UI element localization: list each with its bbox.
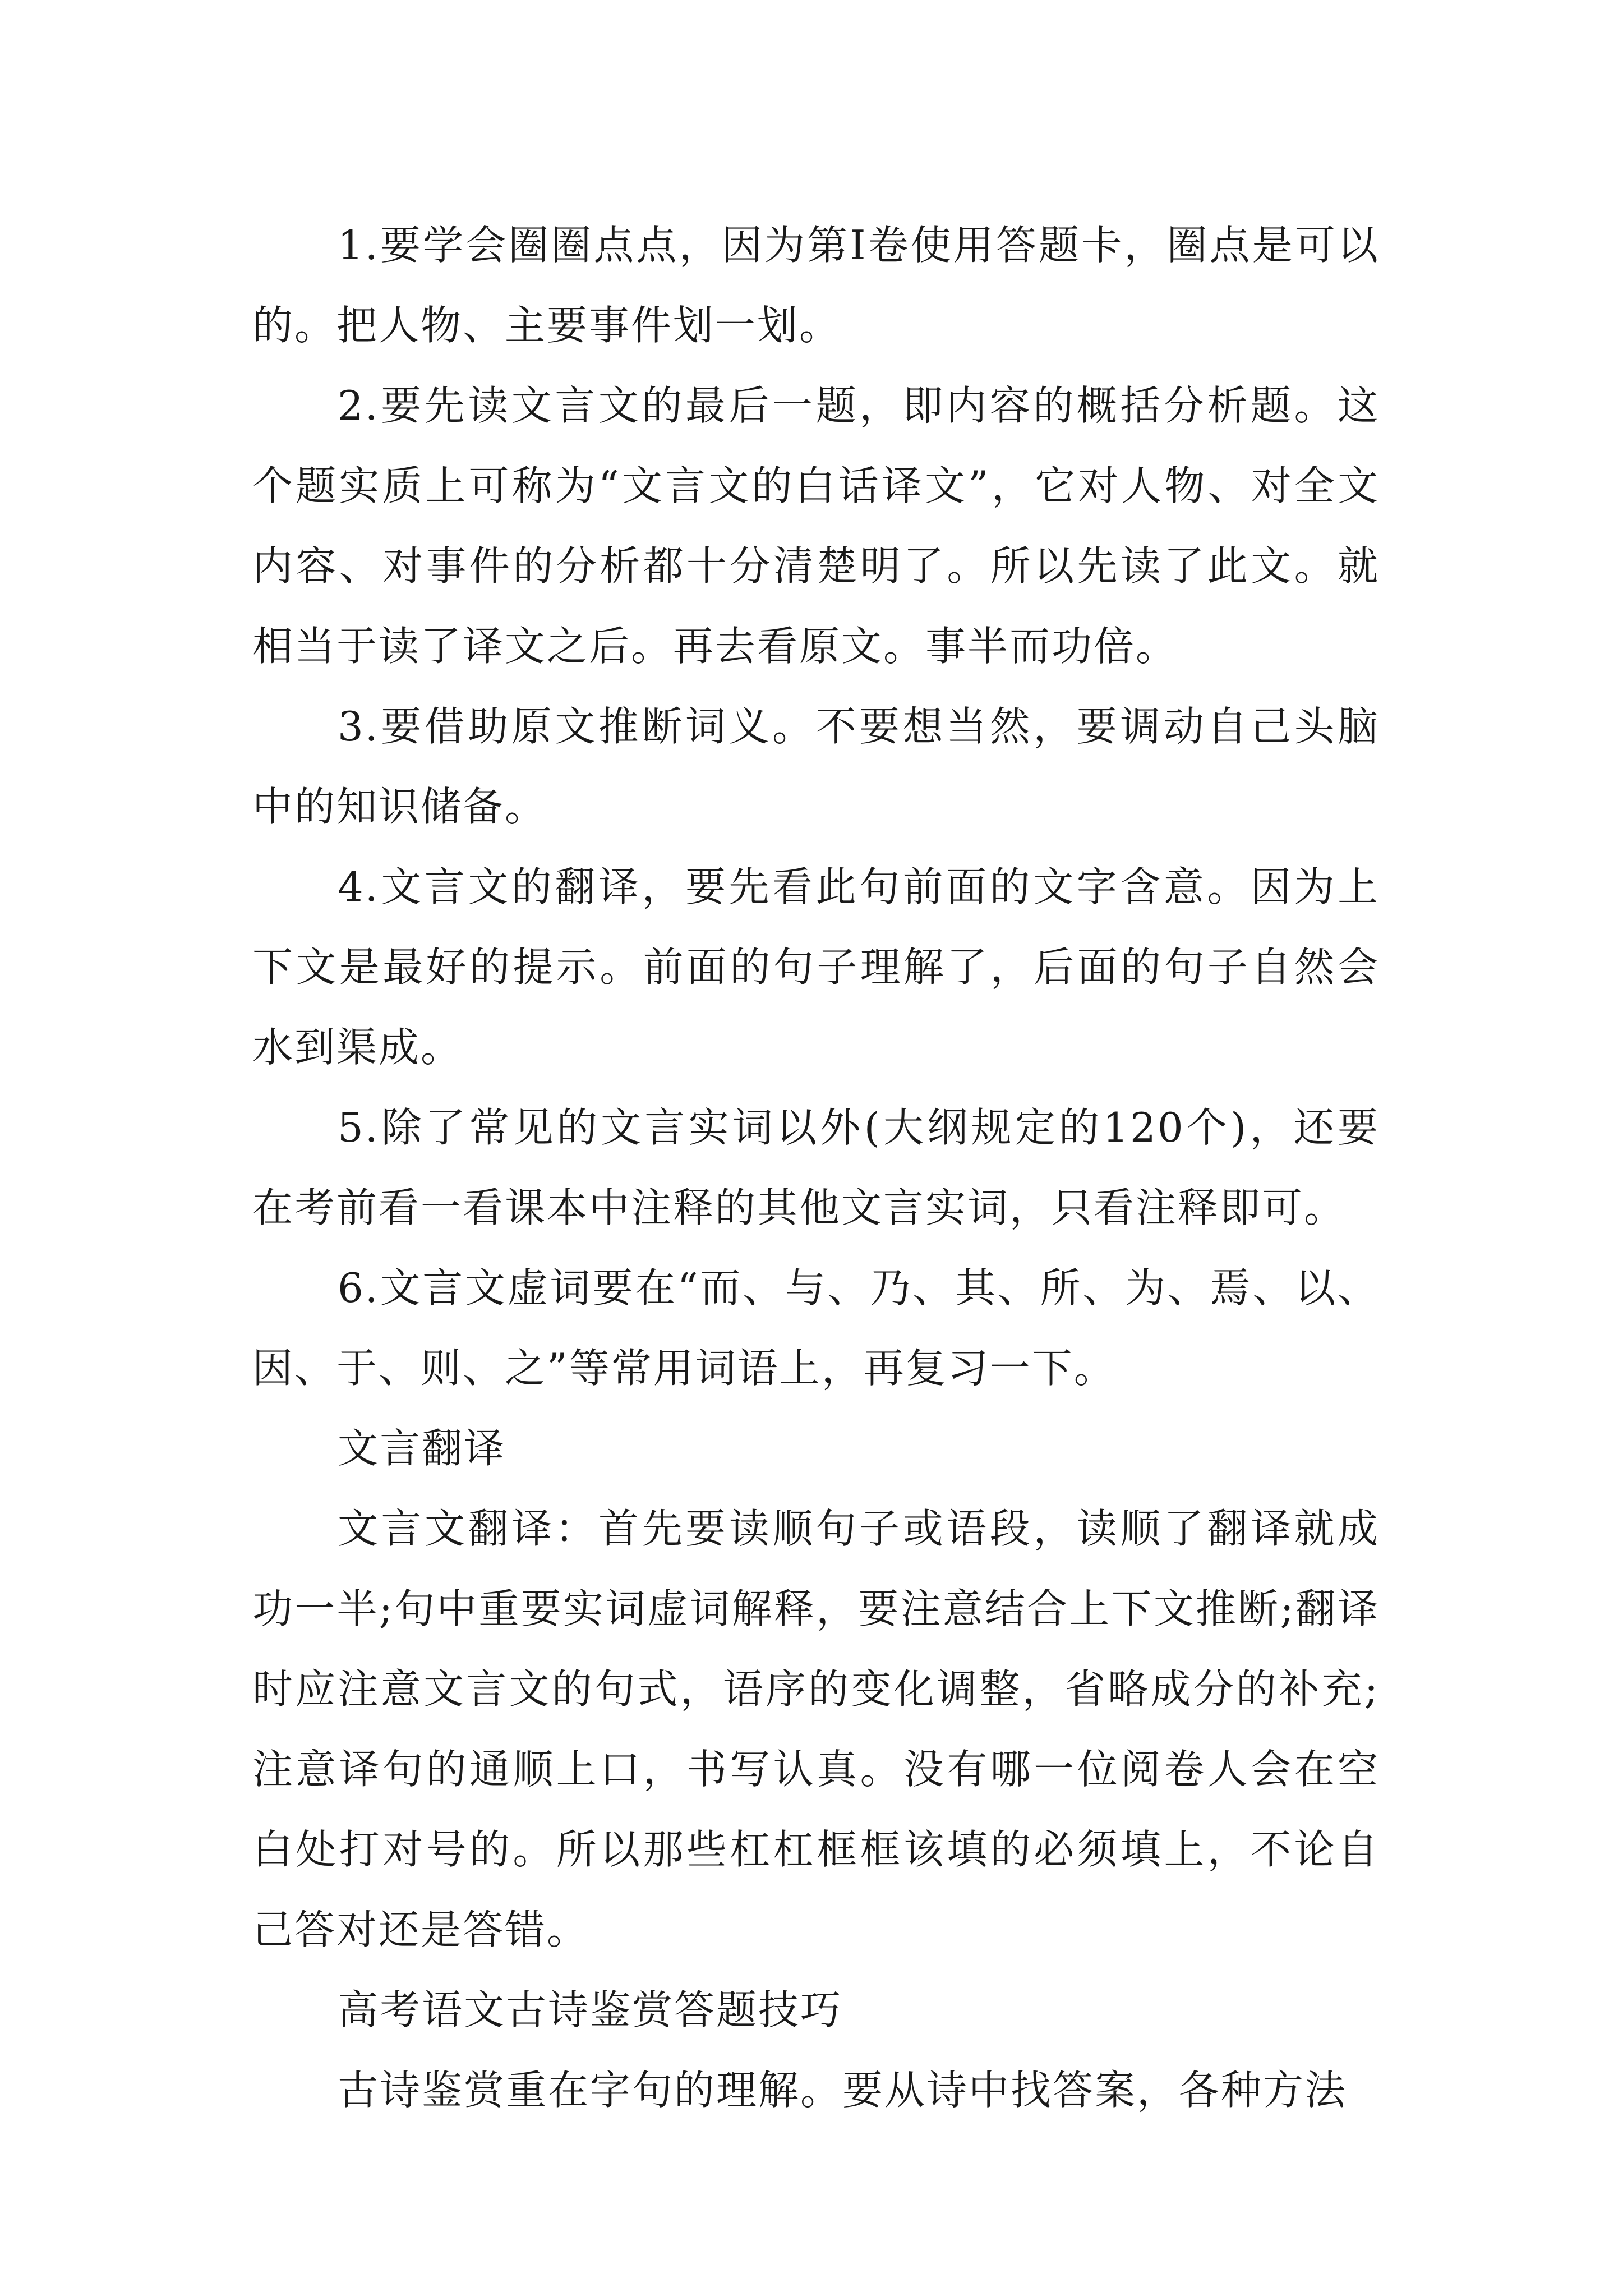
paragraph-tip-5: 5.除了常见的文言实词以外(大纲规定的120个)，还要在考前看一看课本中注释的其他文言实词，只看注释即可。 — [252, 1104, 1380, 1231]
paragraph-poetry: 古诗鉴赏重在字句的理解。要从诗中找答案，各种方法 — [338, 2067, 1348, 2114]
paragraph-tip-1: 1.要学会圈圈点点，因为第Ⅰ卷使用答题卡，圈点是可以的。把人物、主要事件划一划。 — [252, 222, 1380, 349]
paragraph-tip-6: 6.文言文虚词要在“而、与、乃、其、所、为、焉、以、因、于、则、之”等常用词语上，再复习一下。 — [252, 1264, 1380, 1392]
paragraph-tip-3: 3.要借助原文推断词义。不要想当然，要调动自己头脑中的知识储备。 — [252, 703, 1380, 830]
section-heading-poetry: 高考语文古诗鉴赏答题技巧 — [338, 1986, 843, 2033]
section-heading-translation: 文言翻译 — [338, 1425, 506, 1472]
document-body — [252, 205, 1380, 2131]
paragraph-tip-4: 4.文言文的翻译，要先看此句前面的文字含意。因为上下文是最好的提示。前面的句子理解了，后面的句子自然会水到渠成。 — [252, 863, 1380, 1071]
paragraph-translation: 文言文翻译：首先要读顺句子或语段，读顺了翻译就成功一半;句中重要实词虚词解释，要注意结合上下文推断;翻译时应注意文言文的句式，语序的变化调整，省略成分的补充;注意译句的通顺上口，书写认真。没有哪一位阅卷人会在空白处打对号的。所以那些杠杠框框该填的必须填上，不论自己答对还是答错。 — [252, 1505, 1380, 1953]
paragraph-tip-2: 2.要先读文言文的最后一题，即内容的概括分析题。这个题实质上可称为“文言文的白话译文”，它对人物、对全文内容、对事件的分析都十分清楚明了。所以先读了此文。就相当于读了译文之后。再去看原文。事半而功倍。 — [252, 382, 1380, 670]
